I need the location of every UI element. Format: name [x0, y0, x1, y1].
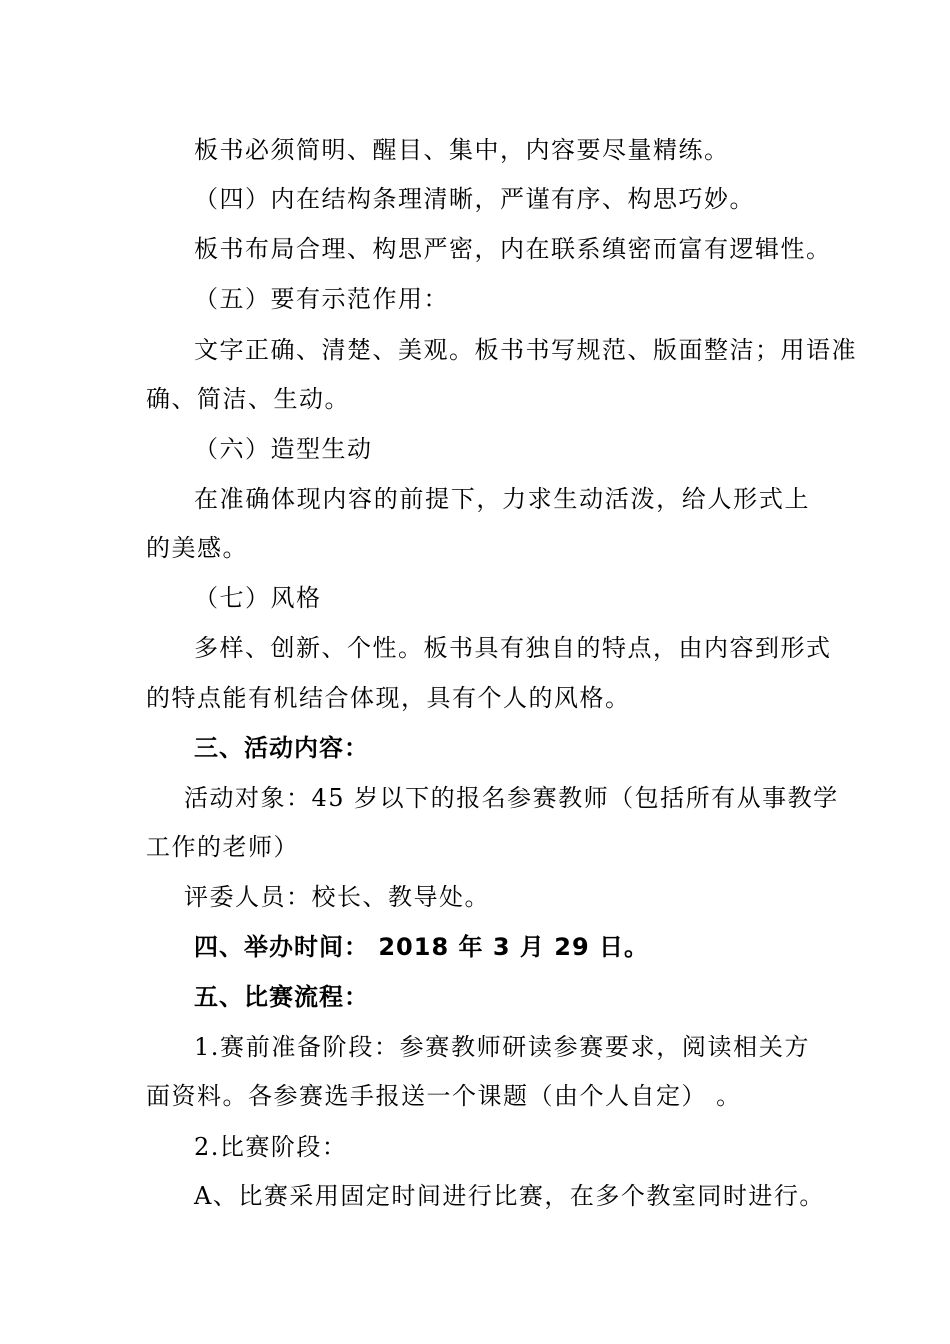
section-heading: 五、比赛流程： [194, 983, 369, 1011]
section-heading: （六）造型生动 [194, 435, 373, 463]
paragraph-line: 1.赛前准备阶段：参赛教师研读参赛要求，阅读相关方 [194, 1033, 810, 1061]
paragraph-line: 确、简洁、生动。 [146, 385, 350, 413]
paragraph-line: 板书布局合理、构思严密，内在联系缜密而富有逻辑性。 [194, 235, 832, 263]
paragraph-line: 多样、创新、个性。板书具有独自的特点，由内容到形式 [194, 634, 832, 662]
paragraph-line: 文字正确、清楚、美观。板书书写规范、版面整洁；用语准 [194, 336, 857, 364]
paragraph-line: 面资料。各参赛选手报送一个课题（由个人自定） 。 [146, 1082, 742, 1110]
paragraph-line: 在准确体现内容的前提下，力求生动活泼，给人形式上 [194, 485, 810, 513]
section-heading: 四、举办时间： 2018 年 3 月 29 日。 [194, 933, 650, 961]
paragraph-line: 活动对象：45 岁以下的报名参赛教师（包括所有从事教学 [184, 784, 839, 812]
section-heading: （四）内在结构条理清晰，严谨有序、构思巧妙。 [194, 185, 755, 213]
paragraph-line: 评委人员：校长、教导处。 [184, 883, 490, 911]
paragraph-line: 的特点能有机结合体现，具有个人的风格。 [146, 684, 631, 712]
section-heading: 三、活动内容： [194, 734, 369, 762]
paragraph-line: A、比赛采用固定时间进行比赛，在多个教室同时进行。 [194, 1182, 825, 1210]
paragraph-line: 工作的老师） [146, 833, 299, 861]
section-heading: （五）要有示范作用： [194, 285, 449, 313]
paragraph-line: 板书必须简明、醒目、集中，内容要尽量精练。 [194, 136, 730, 164]
paragraph-line: 2.比赛阶段： [194, 1133, 348, 1161]
section-heading: （七）风格 [194, 584, 322, 612]
paragraph-line: 的美感。 [146, 534, 248, 562]
